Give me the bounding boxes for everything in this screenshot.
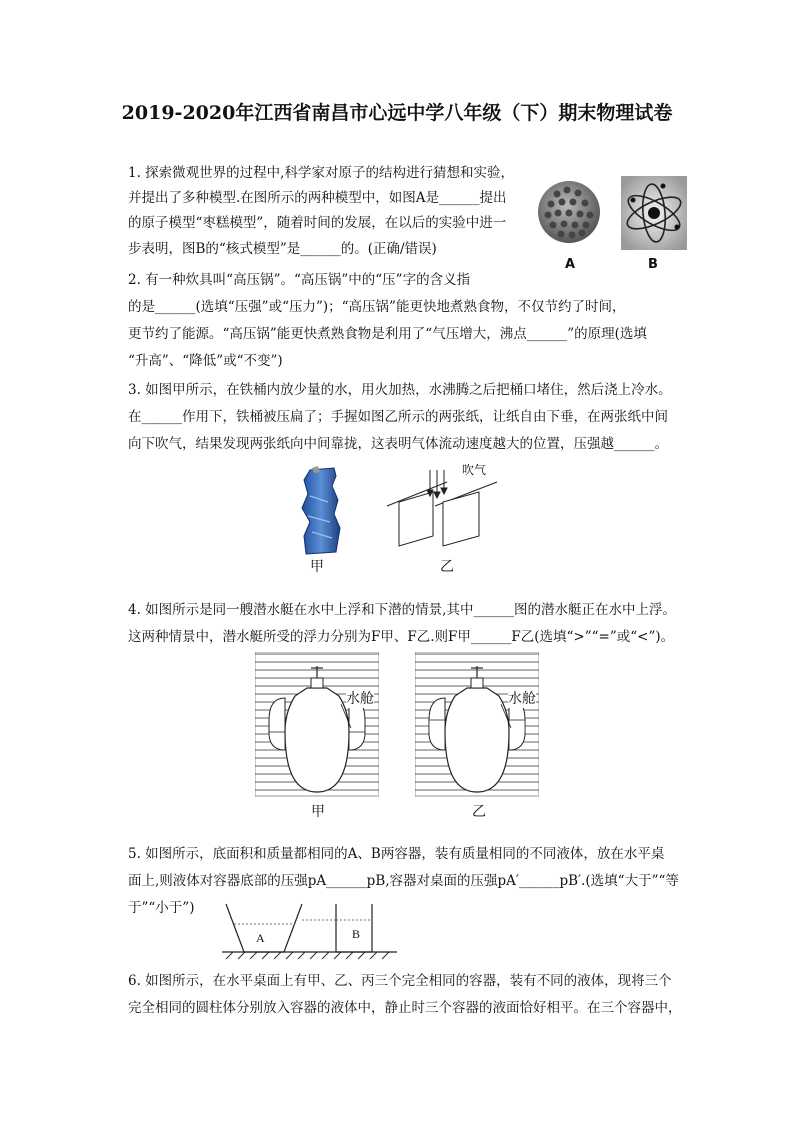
plum-pudding-model-image [538,181,600,243]
atom-models-figure [535,172,695,276]
q3-line-1: 3. 如图甲所示，在铁桶内放少量的水，用火加热，水沸腾之后把桶口堵住，然后浇上冷水。 [128,382,672,398]
q6-line-1: 6. 如图所示，在水平桌面上有甲、乙、丙三个完全相同的容器，装有不同的液体，现将三个 [128,973,672,989]
nuclear-model-image [621,176,687,250]
q2-line-4: “升高”、“降低”或“不变”) [128,353,283,369]
fig-caption-yi-4: 乙 [472,804,486,820]
q1-line-2: 并提出了多种模型.在图所示的两种模型中，如图A是______提出 [128,190,507,206]
fig-caption-jia-4: 甲 [311,804,325,820]
crushed-can-image [298,466,346,556]
two-paper-sheets-figure [385,462,505,557]
fig-label-b: B [648,257,658,272]
q3-line-3: 向下吹气，结果发现两张纸向中间靠拢，这表明气体流动速度越大的位置，压强越______。 [128,436,668,452]
q2-line-3: 更节约了能源。“高压锅”能更快煮熟食物是利用了“气压增大，沸点______”的原理(选填 [128,326,647,342]
container-b-label: B [352,927,361,941]
fig-caption-jia-3: 甲 [310,559,324,575]
q4-line-1: 4. 如图所示是同一艘潜水艇在水中上浮和下潜的情景,其中______图的潜水艇正在水中上浮。 [128,602,676,618]
submarine-figure-jia [255,652,379,798]
tank-label-jia: 水舱 [346,688,374,708]
submarine-figure-yi [415,652,539,798]
q1-line-3: 的原子模型“枣糕模型”，随着时间的发展，在以后的实验中进一 [128,215,507,231]
containers-ab-figure [222,900,397,960]
q6-line-2: 完全相同的圆柱体分别放入容器的液体中，静止时三个容器的液面恰好相平。在三个容器中， [128,1000,682,1016]
tank-label-yi: 水舱 [508,688,536,708]
fig-label-a: A [565,257,576,272]
container-a-label: A [256,931,265,945]
q1-line-1: 1. 探索微观世界的过程中,科学家对原子的结构进行猜想和实验， [128,165,514,181]
q3-line-2: 在______作用下，铁桶被压扁了；手握如图乙所示的两张纸，让纸自由下垂，在两张纸中间 [128,409,668,425]
q2-line-2: 的是______(选填“压强”或“压力”)；“高压锅”能更快地煮熟食物，不仅节约了时间， [128,299,626,315]
q5-line-3: 于”“小于”) [128,900,195,916]
q5-line-1: 5. 如图所示，底面积和质量都相同的A、B两容器，装有质量相同的不同液体，放在水平桌 [128,846,665,862]
fig-caption-yi-3: 乙 [440,559,454,575]
q1-line-4: 步表明，图B的“核式模型”是______的。(正确/错误) [128,241,437,257]
q5-line-2: 面上,则液体对容器底部的压强pA______pB,容器对桌面的压强pA′______pB′.(选填“大于”“等 [128,873,679,889]
q4-line-2: 这两种情景中，潜水艇所受的浮力分别为F甲、F乙.则F甲______F乙(选填“>”“=”或“<”)。 [128,629,675,645]
q2-line-1: 2. 有一种炊具叫“高压锅”。“高压锅”中的“压”字的含义指 [128,272,471,288]
blow-label: 吹气 [462,463,487,477]
page-title: 2019-2020年江西省南昌市心远中学八年级（下）期末物理试卷 [121,102,673,124]
